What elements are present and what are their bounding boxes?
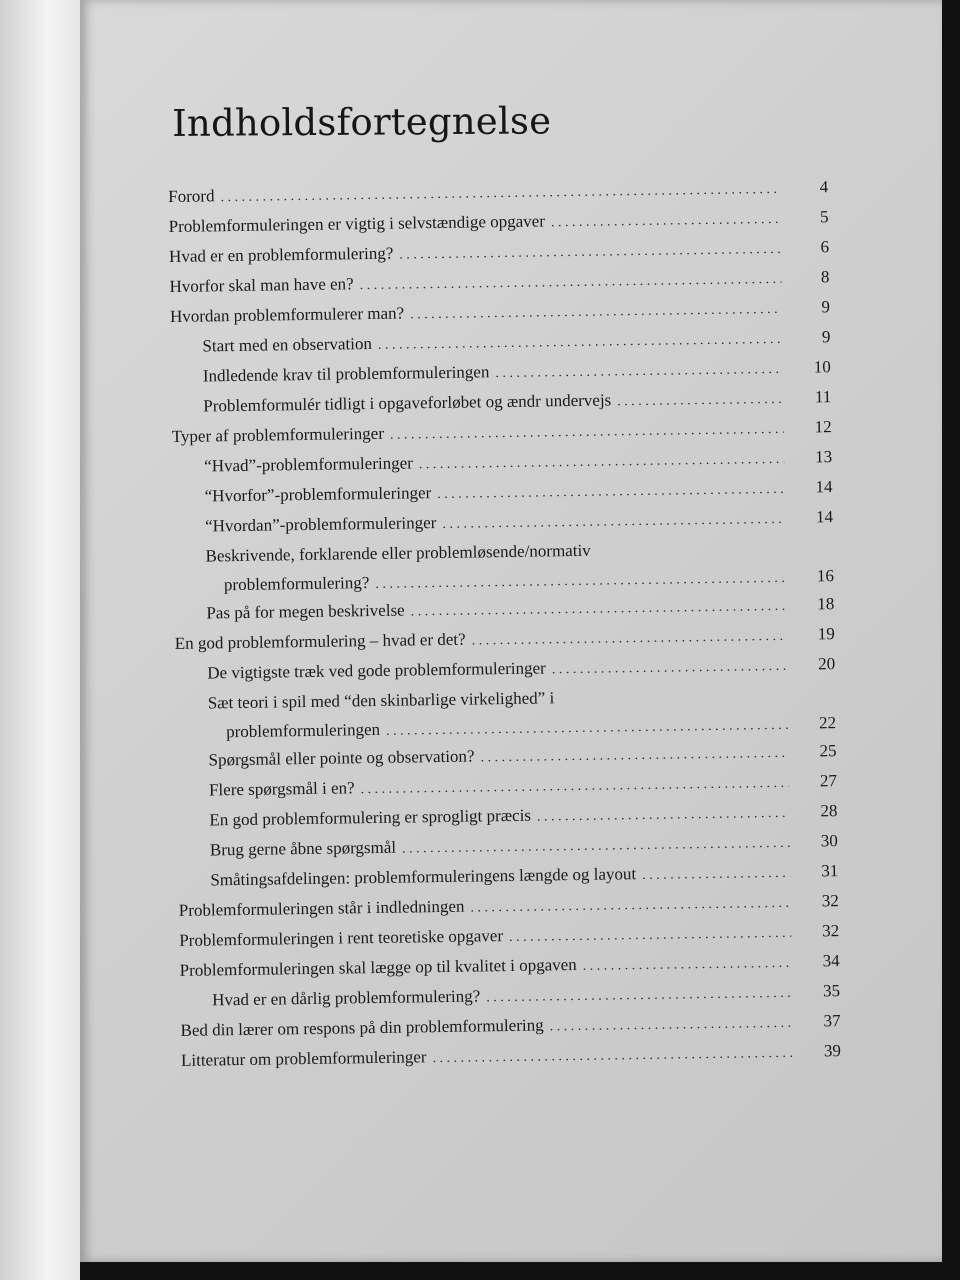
toc-entry-title: “Hvad”-problemformuleringer	[204, 453, 413, 476]
toc-entry-title: “Hvorfor”-problemformuleringer	[204, 483, 432, 506]
toc-page-number: 8	[820, 267, 830, 287]
toc-entry-title: Hvordan problemformulerer man?	[169, 303, 405, 326]
book-page	[80, 0, 942, 1262]
toc-page-number: 25	[819, 741, 837, 761]
toc-page-number: 32	[821, 891, 839, 911]
toc-entry-title: Småtingsafdelingen: problemformuleringens længde og layout	[210, 864, 637, 890]
toc-page-number: 37	[823, 1011, 841, 1031]
toc-entry-title: Hvad er en dårlig problemformulering?	[211, 986, 481, 1010]
toc-entry-title: Beskrivende, forklarende eller problemløsende/normativ	[205, 540, 591, 566]
toc-entry-title: problemformulering?	[223, 573, 370, 595]
toc-page-number: 16	[816, 566, 835, 586]
toc-page-number: 39	[823, 1041, 842, 1061]
toc-page-number: 20	[818, 654, 836, 674]
toc-entry-title: Litteratur om problemformuleringer	[180, 1047, 427, 1070]
toc-page-number: 13	[815, 447, 833, 467]
toc-page-number: 9	[821, 327, 831, 347]
toc-entry-title: Start med en observation	[202, 333, 373, 356]
toc-page-number: 12	[814, 417, 832, 437]
toc-entry-title: De vigtigste træk ved gode problemformuleringer	[207, 658, 546, 683]
toc-entry-title: Problemformuleringen skal lægge op til kvalitet i opgaven	[179, 955, 577, 980]
toc-page-number: 35	[822, 981, 841, 1001]
toc-entry-title: problemformuleringen	[226, 719, 381, 742]
toc-entry-title: En god problemformulering – hvad er det?	[174, 629, 466, 653]
toc-entry-title: Hvorfor skal man have en?	[169, 274, 354, 296]
toc-page-number: 4	[819, 177, 829, 197]
toc-page-number: 27	[819, 771, 838, 791]
toc-entry-title: En god problemformulering er sprogligt præcis	[209, 805, 532, 830]
toc-page-number: 11	[814, 387, 832, 407]
toc-page-number: 19	[817, 624, 835, 644]
toc-page-number: 18	[817, 594, 835, 614]
toc-page-number: 14	[815, 477, 833, 497]
toc-page-number: 5	[819, 207, 829, 227]
toc-page-number: 34	[822, 951, 840, 971]
facing-page-edge	[0, 0, 80, 1280]
toc-entry-title: Spørgsmål eller pointe og observation?	[208, 746, 475, 770]
toc-entry-title: Flere spørgsmål i en?	[208, 778, 355, 800]
toc-entry	[173, 532, 834, 599]
toc-entry-title: Forord	[168, 186, 215, 206]
toc-entry	[176, 679, 837, 746]
toc-page-number: 28	[820, 801, 838, 821]
toc-page-number: 9	[821, 297, 831, 317]
toc-page-number: 32	[822, 921, 840, 941]
toc-entry-title: Sæt teori i spil med “den skinbarlige virkelighed” i	[207, 688, 555, 713]
toc-page-number: 30	[820, 831, 838, 851]
toc-entry-title: “Hvordan”-problemformuleringer	[204, 513, 437, 536]
toc-entry-title: Problemformulér tidligt i opgaveforløbet og ændr undervejs	[203, 390, 612, 416]
toc-page-number: 14	[815, 507, 834, 527]
toc-entry-title: Problemformuleringen står i indledningen	[178, 896, 465, 920]
toc-entry-title: Typer af problemformuleringer	[171, 423, 385, 446]
toc-page-number: 6	[820, 237, 830, 257]
page-title: Indholdsfortegnelse	[172, 99, 552, 145]
dot-leader	[432, 1039, 793, 1074]
toc-entry-title: Indledende krav til problemformuleringen	[202, 362, 490, 386]
toc-entry-title: Brug gerne åbne spørgsmål	[209, 837, 397, 860]
toc-entry-title: Pas på for megen beskrivelse	[206, 600, 405, 623]
toc-page-number: 22	[818, 713, 837, 733]
toc-entry-title: Bed din lærer om respons på din problemformulering	[180, 1015, 544, 1040]
toc-entry-title: Problemformuleringen i rent teoretiske opgaver	[179, 926, 504, 950]
toc-page-number: 10	[813, 357, 831, 377]
toc-entry-title: Hvad er en problemformulering?	[168, 243, 394, 266]
table-of-contents	[168, 172, 841, 1076]
toc-page-number: 31	[821, 861, 839, 881]
toc-entry-title: Problemformuleringen er vigtig i selvstændige opgaver	[168, 211, 546, 236]
